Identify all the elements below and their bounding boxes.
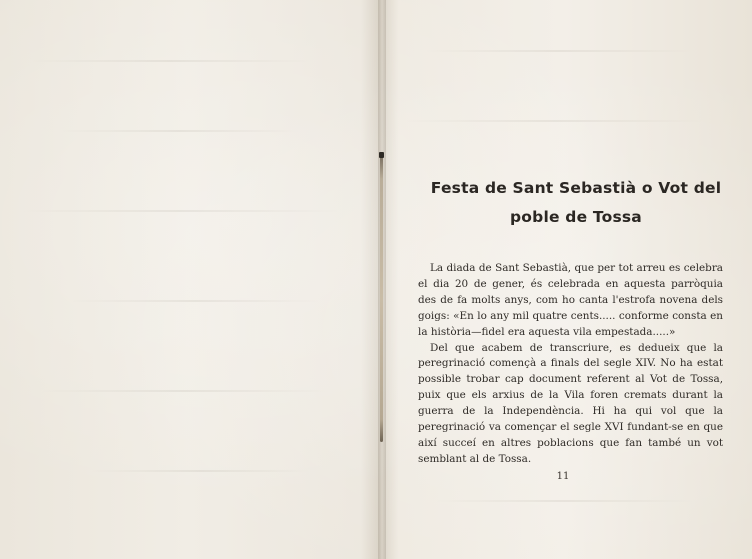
paper-wrinkle [40,390,330,392]
paragraph-1: La diada de Sant Sebastià, que per tot arreu es celebra el dia 20 de gener, és celebrada en aquesta parròquia des de fa molts anys, com ho canta l'estrofa novena dels goigs: «En lo any mil quatre cents..... conforme consta en la història—fidel era aquesta vila empestada.....» [418,262,723,338]
body-text [418,261,723,468]
chapter-title: Festa de Sant Sebastià o Vot del poble de Tossa [430,179,722,226]
binding-stitch [380,156,383,442]
paper-wrinkle [90,470,310,472]
paper-wrinkle [30,60,310,62]
page-number: 11 [556,471,570,482]
paper-wrinkle [70,300,320,302]
paragraph-2: Del que acabem de transcriure, es dedueix que la peregrinació començà a finals del segle XIV. No ha estat possible trobar cap document referent al Vot de Tossa, puix que els arxius de la Vila foren cremats durant la guerra de la Independència. Hi ha qui vol que la peregrinació va començar el segle XVI fundant-se en que així succeí en altres poblacions que fan també un vot semblant al de Tossa. [418,341,723,465]
paper-wrinkle [434,500,694,502]
paper-wrinkle [404,120,704,122]
paper-wrinkle [424,50,694,52]
paper-wrinkle [60,130,300,132]
paper-wrinkle [20,210,340,212]
